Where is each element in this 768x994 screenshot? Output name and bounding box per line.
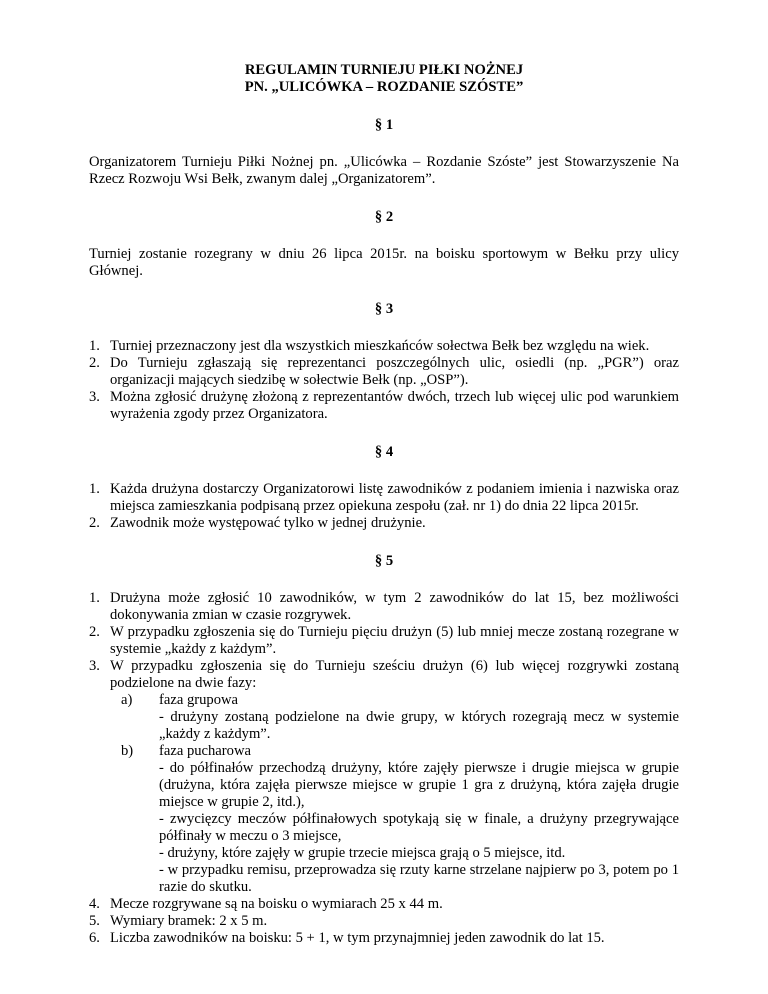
list-item: 1. Turniej przeznaczony jest dla wszystkich mieszkańców sołectwa Bełk bez względu na wiek. — [89, 338, 650, 354]
section-1-text: Organizatorem Turnieju Piłki Nożnej pn. „Ulicówka – Rozdanie Szóste” jest Stowarzyszenie Na Rzecz Rozwoju Wsi Bełk, zwanym dalej „Organizatorem”. — [89, 154, 679, 187]
list-item: 2. W przypadku zgłoszenia się do Turnieju pięciu drużyn (5) lub mniej mecze zostaną rozegrane w systemie „każdy z każdym”. — [89, 624, 679, 657]
list-item: 1. Każda drużyna dostarczy Organizatorowi listę zawodników z podaniem imienia i nazwiska oraz miejsca zamieszkania podpisaną przez opiekuna zespołu (zał. nr 1) do dnia 22 lipca 2015r. — [89, 481, 679, 514]
subitem-group-phase: a) faza grupowa - drużyny zostaną podzielone na dwie grupy, w których rozegrają mecz w systemie „każdy z każdym”. — [121, 692, 679, 742]
section-1-mark: § 1 — [374, 117, 394, 133]
title-line-1: REGULAMIN TURNIEJU PIŁKI NOŻNEJ — [244, 62, 524, 78]
section-3-mark: § 3 — [374, 301, 394, 317]
section-4-mark: § 4 — [374, 444, 394, 460]
section-5-list — [89, 590, 679, 947]
list-item: 3. Można zgłosić drużynę złożoną z reprezentantów dwóch, trzech lub więcej ulic pod warunkiem wyrażenia zgody przez Organizatora. — [89, 389, 679, 422]
list-item: 6. Liczba zawodników na boisku: 5 + 1, w tym przynajmniej jeden zawodnik do lat 15. — [89, 930, 605, 946]
list-item: 1. Drużyna może zgłosić 10 zawodników, w tym 2 zawodników do lat 15, bez możliwości dokonywania zmian w czasie rozgrywek. — [89, 590, 679, 623]
list-item: 3. W przypadku zgłoszenia się do Turnieju sześciu drużyn (6) lub więcej rozgrywki zostaną podzielone na dwie fazy: a) faza grupowa - drużyny zostaną podzielone na dwie grupy, w których rozegrają mecz w systemie „każdy z każdym”. b) faza pucharowa - do półfinałów przechodzą drużyny, które zajęły pierwsze i drugie miejsca w grupie (drużyna, która zajęła pierwsze miejsce w grupie 1 gra z drużyną, która zajęła drugie miejsce w grupie 2, itd.), - zwycięzcy meczów półfinałowych spotykają się w finale, a drużyny przegrywające półfinały w meczu o 3 miejsce, - drużyny, które zajęły w grupie trzecie miejsca grają o 5 miejsce, itd. - w przypadku remisu, przeprowadza się rzuty karne strzelane najpierw po 3, potem po 1 razie do skutku. — [89, 658, 679, 895]
list-item: 5. Wymiary bramek: 2 x 5 m. — [89, 913, 268, 929]
section-4-list — [89, 481, 679, 532]
list-item: 2. Zawodnik może występować tylko w jednej drużynie. — [89, 515, 426, 531]
list-item: 2. Do Turnieju zgłaszają się reprezentanci poszczególnych ulic, osiedli (np. „PGR”) oraz organizacji mających siedzibę w sołectwie Bełk (np. „OSP”). — [89, 355, 679, 388]
subitem-knockout-phase: b) faza pucharowa - do półfinałów przechodzą drużyny, które zajęły pierwsze i drugie miejsca w grupie (drużyna, która zajęła pierwsze miejsce w grupie 1 gra z drużyną, która zajęła drugie miejsce w grupie 2, itd.), - zwycięzcy meczów półfinałowych spotykają się w finale, a drużyny przegrywające półfinały w meczu o 3 miejsce, - drużyny, które zajęły w grupie trzecie miejsca grają o 5 miejsce, itd. - w przypadku remisu, przeprowadza się rzuty karne strzelane najpierw po 3, potem po 1 razie do skutku. — [121, 743, 679, 895]
section-3-list — [89, 338, 679, 423]
list-item: 4. Mecze rozgrywane są na boisku o wymiarach 25 x 44 m. — [89, 896, 443, 912]
section-2-text: Turniej zostanie rozegrany w dniu 26 lipca 2015r. na boisku sportowym w Bełku przy ulicy Głównej. — [89, 246, 679, 279]
title-line-2: PN. „ULICÓWKA – ROZDANIE SZÓSTE” — [244, 79, 524, 95]
document-page — [89, 62, 679, 947]
section-5-mark: § 5 — [374, 553, 394, 569]
section-2-mark: § 2 — [374, 209, 394, 225]
